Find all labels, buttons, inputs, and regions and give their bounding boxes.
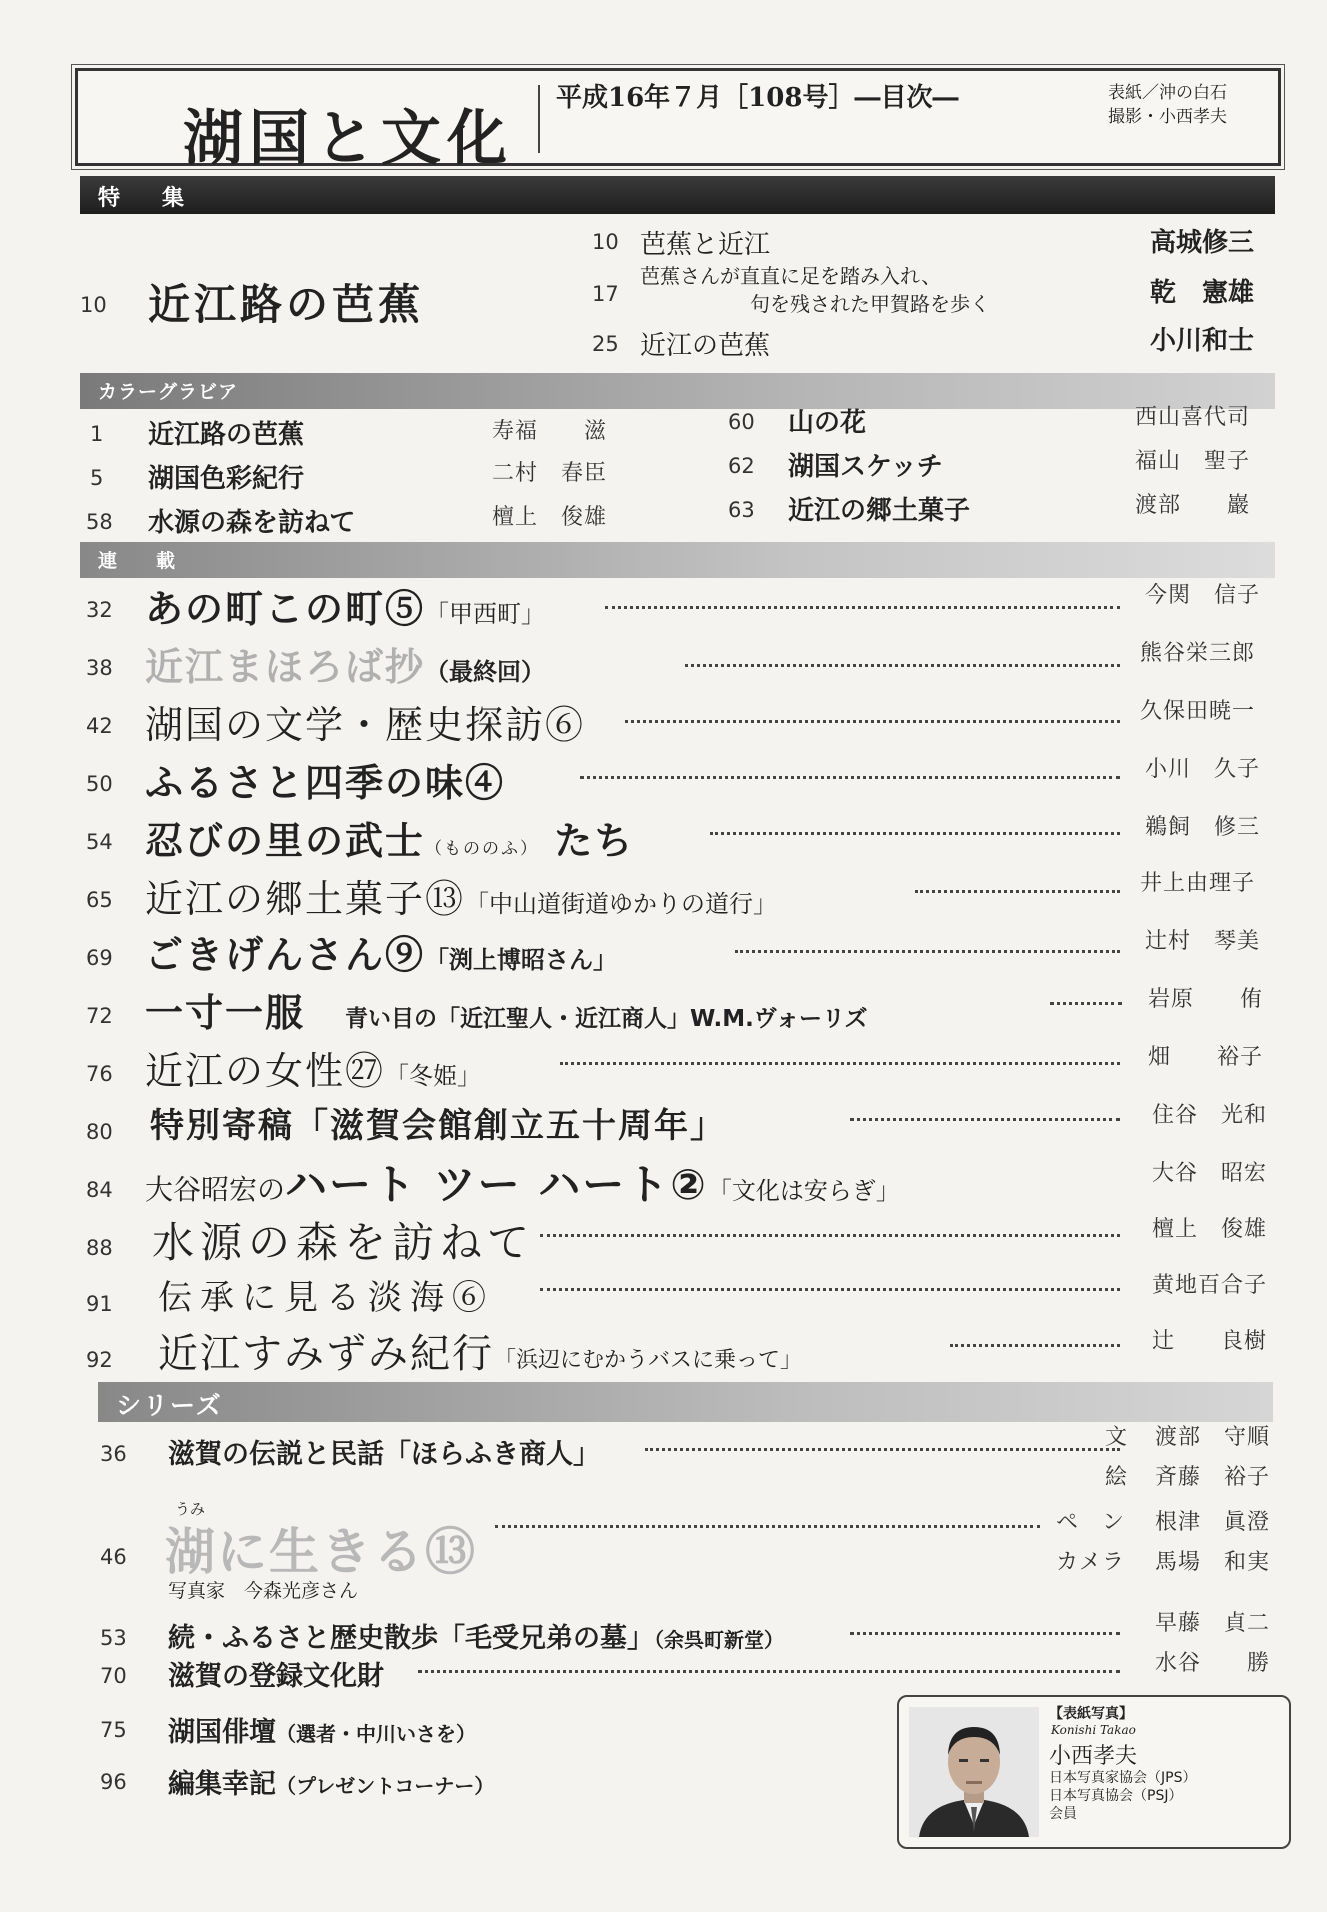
cover-label: 表紙／沖の白石 [1108,83,1227,103]
photographer-affiliations [1049,1769,1196,1823]
affiliation-member: 会員 [1049,1806,1077,1822]
leader-dots [625,720,1120,723]
series-role: ペ ン [1056,1510,1126,1535]
section-bar-feature [80,176,1275,214]
leader-dots [540,1288,1120,1291]
gravure-title: 湖国色彩紀行 [148,464,305,494]
serial-title-text: あの町この町⑤ [145,586,426,631]
series-title-text: 続・ふるさと歴史散歩「毛受兄弟の墓」 [168,1623,654,1654]
series-page: 53 [100,1626,127,1650]
series-page: 70 [100,1664,127,1688]
section-label-series: シリーズ [116,1391,223,1420]
feature-item-title: 近江の芭蕉 [640,331,771,361]
series-author: 渡部 守順 [1155,1425,1271,1450]
series-author: 水谷 勝 [1155,1651,1271,1676]
serial-title: 特別寄稿「滋賀会館創立五十周年」 [150,1106,726,1146]
series-role: 絵 [1105,1465,1129,1490]
serial-author: 大谷 昭宏 [1152,1161,1268,1186]
serial-title: 水源の森を訪ねて [152,1218,535,1267]
section-bar-series [98,1382,1273,1422]
serial-author: 畑 裕子 [1148,1045,1264,1070]
leader-dots [850,1118,1120,1121]
serial-page: 32 [86,598,113,622]
serial-page: 42 [86,714,113,738]
serial-title-tail: たち [554,818,635,863]
serial-author: 辻村 琴美 [1145,929,1261,954]
affiliation-jps: 日本写真家協会（JPS） [1049,1770,1197,1786]
gravure-author: 檀上 俊雄 [492,505,608,530]
gravure-title: 近江の郷土菓子 [788,496,971,526]
leader-dots [1050,1002,1122,1005]
affiliation-psj: 日本写真協会（PSJ） [1049,1788,1183,1804]
gravure-page: 60 [728,410,755,434]
serial-title [158,1322,802,1379]
series-author: 根津 眞澄 [1155,1510,1271,1535]
serial-author: 黄地百合子 [1152,1273,1268,1298]
photographer-portrait [909,1707,1039,1837]
section-label-serial: 連 載 [98,550,186,572]
serial-page: 92 [86,1348,113,1372]
header-divider [538,85,540,153]
serial-author: 住谷 光和 [1152,1103,1268,1128]
leader-dots [495,1525,1040,1528]
serial-title-text: 忍びの里の武士 [145,818,426,863]
serial-author: 鵜飼 修三 [1145,815,1261,840]
leader-dots [540,1234,1120,1237]
serial-page: 76 [86,1062,113,1086]
serial-subtitle: 青い目の「近江聖人・近江商人」W.M.ヴォーリズ [345,1006,868,1032]
serial-title-text: ハート ツー ハート② [285,1160,708,1209]
feature-item-title: 芭蕉と近江 [640,230,771,260]
gravure-author: 二村 春臣 [492,461,608,486]
misc-subtitle: （選者・中川いさを） [276,1722,476,1746]
serial-title-text: 近江の郷土菓子⑬ [145,877,466,921]
leader-dots [710,832,1120,835]
leader-dots [915,890,1120,893]
serial-page: 50 [86,772,113,796]
serial-author: 熊谷栄三郎 [1140,641,1256,666]
leader-dots [605,606,1120,609]
serial-page: 38 [86,656,113,680]
leader-dots [850,1632,1120,1635]
serial-subtitle: 「渕上博昭さん」 [425,946,618,974]
serial-title: ふるさと四季の味④ [145,760,506,805]
gravure-title: 水源の森を訪ねて [148,508,356,538]
issue-line: 平成16年７月［108号］―目次― [556,83,959,113]
serial-title [145,578,545,633]
serial-page: 72 [86,1004,113,1028]
serial-page: 69 [86,946,113,970]
leader-dots [950,1344,1120,1347]
series-subtitle: （余呉町新堂） [654,1628,784,1652]
series-role: カメラ [1056,1550,1126,1575]
misc-page: 96 [100,1770,127,1794]
gravure-title: 湖国スケッチ [788,452,943,482]
feature-item-title-line1: 芭蕉さんが直直に足を踏み入れ、 [640,264,942,288]
feature-item-author: 高城修三 [1150,228,1255,258]
series-page: 46 [100,1545,127,1569]
gravure-title: 近江路の芭蕉 [148,420,305,450]
serial-subtitle: （最終回） [425,657,546,686]
misc-page: 75 [100,1718,127,1742]
section-bar-serial [80,542,1275,578]
section-label-color-gravure: カラーグラビア [98,381,239,403]
gravure-page: 63 [728,498,755,522]
series-author: 馬場 和実 [1155,1550,1271,1575]
photographer-name: 小西孝夫 [1049,1744,1138,1769]
misc-title-text: 湖国俳壇 [168,1717,276,1748]
serial-title: 伝承に見る淡海⑥ [158,1278,494,1318]
photo-credit: 撮影・小西孝夫 [1108,107,1227,127]
serial-title-ruby: （もののふ） [425,839,540,859]
serial-author: 辻 良樹 [1152,1329,1268,1354]
serial-title-text: 近江すみずみ紀行 [158,1331,494,1377]
serial-title [145,810,634,865]
serial-page: 91 [86,1292,113,1316]
gravure-page: 62 [728,454,755,478]
feature-item-author: 乾 憲雄 [1150,278,1255,308]
serial-title [145,924,617,979]
serial-author: 檀上 俊雄 [1152,1217,1268,1242]
misc-title [168,1762,494,1801]
serial-subtitle: 「冬姫」 [385,1062,482,1090]
gravure-title: 山の花 [788,408,867,438]
series-title-ruby: うみ [175,1500,206,1518]
series-photographer: 写真家 今森光彦さん [168,1580,359,1602]
gravure-author: 福山 聖子 [1135,449,1251,474]
serial-title: 湖国の文学・歴史探訪⑥ [145,703,586,747]
serial-author: 井上由理子 [1140,871,1256,896]
header-box [75,68,1281,174]
leader-dots [685,664,1120,667]
leader-dots [580,776,1120,779]
cover-photo-label: 【表紙写真】 [1049,1706,1133,1722]
series-title: 湖に生きる⑬ [165,1522,477,1581]
series-title: 滋賀の伝説と民話「ほらふき商人」 [168,1439,600,1470]
serial-author: 久保田暁一 [1140,699,1256,724]
serial-page: 84 [86,1178,113,1202]
serial-title-text: 近江の女性㉗ [145,1049,386,1093]
serial-title [145,1040,481,1095]
feature-item-page: 17 [592,282,619,306]
serial-title [145,636,545,691]
serial-subtitle: 「文化は安らぎ」 [707,1177,900,1205]
leader-dots [735,950,1120,953]
misc-title-text: 編集幸記 [168,1769,276,1800]
cover-note [1108,81,1227,129]
serial-title-text: 近江まほろば抄 [145,644,426,689]
serial-title [145,868,777,923]
misc-subtitle: （プレゼントコーナー） [276,1774,495,1798]
serial-subtitle: 「浜辺にむかうバスに乗って」 [494,1348,803,1373]
feature-main-title: 近江路の芭蕉 [148,280,425,329]
feature-item-title [640,262,990,318]
leader-dots [418,1670,1120,1673]
cover-photo-box [897,1695,1291,1849]
serial-title-text: ごきげんさん⑨ [145,932,426,977]
serial-title [145,1152,900,1212]
feature-item-title-line2: 句を残された甲賀路を歩く [750,292,990,316]
serial-title-prefix: 大谷昭宏の [145,1173,286,1206]
serial-title [145,982,868,1037]
gravure-page: 5 [90,466,104,490]
misc-title [168,1710,476,1749]
feature-item-page: 10 [592,230,619,254]
serial-page: 88 [86,1236,113,1260]
masthead: 湖国と文化 [183,104,513,174]
gravure-author: 寿福 滋 [492,419,608,444]
gravure-author: 渡部 巖 [1135,493,1251,518]
feature-item-author: 小川和士 [1150,326,1255,356]
series-title [168,1616,784,1655]
serial-subtitle: 「甲西町」 [425,600,546,628]
section-bar-color-gravure [80,373,1275,409]
serial-title-text: 一寸一服 [145,991,306,1035]
serial-author: 岩原 侑 [1148,987,1264,1012]
feature-main-page: 10 [80,293,107,317]
section-label-feature: 特 集 [98,186,195,211]
serial-page: 80 [86,1120,113,1144]
leader-dots [560,1062,1120,1065]
series-role: 文 [1105,1425,1129,1450]
serial-subtitle: 「中山道街道ゆかりの道行」 [465,890,778,918]
serial-author: 小川 久子 [1145,757,1261,782]
leader-dots [645,1448,1120,1451]
series-title: 滋賀の登録文化財 [168,1661,384,1692]
series-page: 36 [100,1442,127,1466]
serial-page: 65 [86,888,113,912]
photographer-romaji: Konishi Takao [1051,1723,1136,1737]
gravure-page: 1 [90,422,104,446]
feature-item-page: 25 [592,332,619,356]
gravure-author: 西山喜代司 [1135,405,1251,430]
series-author: 斉藤 裕子 [1155,1465,1271,1490]
series-author: 早藤 貞二 [1155,1611,1271,1636]
serial-author: 今関 信子 [1145,583,1261,608]
serial-page: 54 [86,830,113,854]
gravure-page: 58 [86,510,113,534]
